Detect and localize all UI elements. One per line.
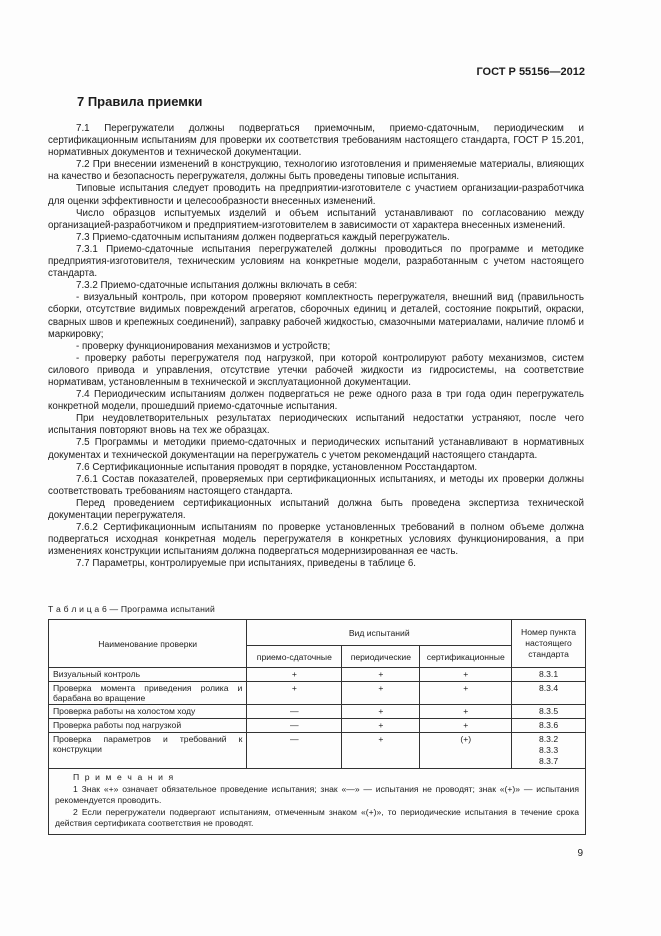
check-name: Проверка работы под нагрузкой <box>49 719 247 733</box>
clause-ref: 8.3.2 8.3.3 8.3.7 <box>512 733 586 769</box>
body-text <box>48 123 584 570</box>
header-periodic: периодические <box>342 646 420 668</box>
table-row <box>49 682 586 705</box>
acceptance-mark: + <box>247 668 342 682</box>
paragraph: 7.3.2 Приемо-сдаточные испытания должны включать в себя: <box>76 280 358 292</box>
notes-title: П р и м е ч а н и я <box>73 772 175 782</box>
periodic-mark: + <box>342 682 420 705</box>
header-clause: Номер пункта настоящего стандарта <box>512 620 586 668</box>
certification-mark: (+) <box>420 733 512 769</box>
periodic-mark: + <box>342 705 420 719</box>
table-notes <box>49 769 586 835</box>
paragraph: 7.6.1 Состав показателей, проверяемых при сертификационных испытаниях, и методы их проверки должны соответствовать требованиям настоящего стандарта. <box>48 473 584 497</box>
periodic-mark: + <box>342 719 420 733</box>
test-program-table <box>48 619 586 835</box>
certification-mark: + <box>420 682 512 705</box>
paragraph: 7.3.1 Приемо-сдаточные испытания перегружателей должны проводиться по программе и методике предприятия-изготовителя, техническим условиям на конкретные модели, разработанным с учетом настоящего стандарта. <box>48 243 584 280</box>
paragraph: Перед проведением сертификационных испытаний должна быть проведена экспертиза технической документации перегружателя. <box>48 497 584 521</box>
paragraph: 7.4 Периодическим испытаниям должен подвергаться не реже одного раза в три года один перегружатель конкретной модели, прошедший приемо-сдаточные испытания. <box>48 389 584 413</box>
check-name: Проверка момента приведения ролика и барабана во вращение <box>49 682 247 705</box>
clause-ref: 8.3.4 <box>512 682 586 705</box>
acceptance-mark: + <box>247 682 342 705</box>
paragraph: 7.6 Сертификационные испытания проводят в порядке, установленном Росстандартом. <box>76 461 478 473</box>
paragraph: - проверку работы перегружателя под нагрузкой, при которой контролируют работу механизмов, систем силового привода и управления, отсутствие утечки рабочей жидкости из гидросистемы, на соответствие нормативам, установленным в технической и эксплуатационной документации. <box>48 352 584 388</box>
certification-mark: + <box>420 705 512 719</box>
check-name: Проверка работы на холостом ходу <box>49 705 247 719</box>
periodic-mark: + <box>342 733 420 769</box>
paragraph: При неудовлетворительных результатах периодических испытаний недостатки устраняют, после чего испытания повторяют вновь на тех же образцах. <box>48 413 584 437</box>
certification-mark: + <box>420 719 512 733</box>
acceptance-mark: — <box>247 733 342 769</box>
paragraph: 7.3 Приемо-сдаточным испытаниям должен подвергаться каждый перегружатель. <box>76 231 450 243</box>
document-code: ГОСТ Р 55156—2012 <box>476 66 585 78</box>
check-name: Визуальный контроль <box>49 668 247 682</box>
paragraph: Число образцов испытуемых изделий и объем испытаний устанавливают по согласованию между организацией-разработчиком и предприятием-изготовителем в зависимости от характера внесенных изменений. <box>48 207 584 231</box>
header-check-name: Наименование проверки <box>49 620 247 668</box>
check-name: Проверка параметров и требований к конструкции <box>49 733 247 769</box>
header-certification: сертификационные <box>420 646 512 668</box>
paragraph: 7.6.2 Сертификационным испытаниям по проверке установленных требований в полном объеме должна подвергаться исходная конкретная модель перегружателя в конкретных условиях функционирования, а при изменениях конструкции испытаниям должна подвергаться модернизированная ее часть. <box>48 522 584 558</box>
table-caption: Т а б л и ц а 6 — Программа испытаний <box>48 604 216 614</box>
table-row <box>49 719 586 733</box>
section-title: 7 Правила приемки <box>77 94 203 109</box>
paragraph: 7.2 При внесении изменений в конструкцию, технологию изготовления и применяемые материалы, влияющих на качество и безопасность перегружателя, должны быть проведены типовые испытания. <box>48 159 584 183</box>
header-acceptance: приемо-сдаточные <box>247 646 342 668</box>
acceptance-mark: — <box>247 705 342 719</box>
clause-ref: 8.3.1 <box>512 668 586 682</box>
paragraph: 7.5 Программы и методики приемо-сдаточных и периодических испытаний устанавливают в нормативных документах и технической документации на перегружатель с учетом рекомендаций настоящего стандарта. <box>48 437 584 461</box>
paragraph: Типовые испытания следует проводить на предприятии-изготовителе с участием организации-разработчика для оценки эффективности и целесообразности внесенных изменений. <box>48 183 584 207</box>
paragraph: 7.1 Перегружатели должны подвергаться приемочным, приемо-сдаточным, периодическим и сертификационным испытаниям для проверки их соответствия требованиям настоящего стандарта, ГОСТ Р 15.201, нормативных документов и технической документации. <box>48 123 584 159</box>
clause-ref: 8.3.6 <box>512 719 586 733</box>
table-row <box>49 733 586 769</box>
periodic-mark: + <box>342 668 420 682</box>
certification-mark: + <box>420 668 512 682</box>
clause-ref: 8.3.5 <box>512 705 586 719</box>
paragraph: - проверку функционирования механизмов и устройств; <box>76 340 331 352</box>
paragraph: 7.7 Параметры, контролируемые при испытаниях, приведены в таблице 6. <box>76 558 417 570</box>
table-row <box>49 705 586 719</box>
paragraph: - визуальный контроль, при котором проверяют комплектность перегружателя, внешний вид (правильность сборки, отсутствие видимых повреждений агрегатов, сборочных единиц и деталей, состояние покрытий, окраски, сварных швов и крепежных соединений), заправку рабочей жидкостью, смазочными материалами, наличие пломб и маркировку; <box>48 292 584 340</box>
notes-row <box>49 769 586 835</box>
page-number: 9 <box>577 848 583 859</box>
header-test-type: Вид испытаний <box>247 620 512 646</box>
acceptance-mark: — <box>247 719 342 733</box>
note-item: 1 Знак «+» означает обязательное проведение испытания; знак «—» — испытания не проводят; знак «(+)» — испытания рекомендуется проводить. <box>55 783 579 806</box>
note-item: 2 Если перегружатели подвергают испытаниям, отмеченным знаком «(+)», то периодические испытания в течение срока действия сертификата соответствия не проводят. <box>55 806 579 829</box>
table-row <box>49 668 586 682</box>
